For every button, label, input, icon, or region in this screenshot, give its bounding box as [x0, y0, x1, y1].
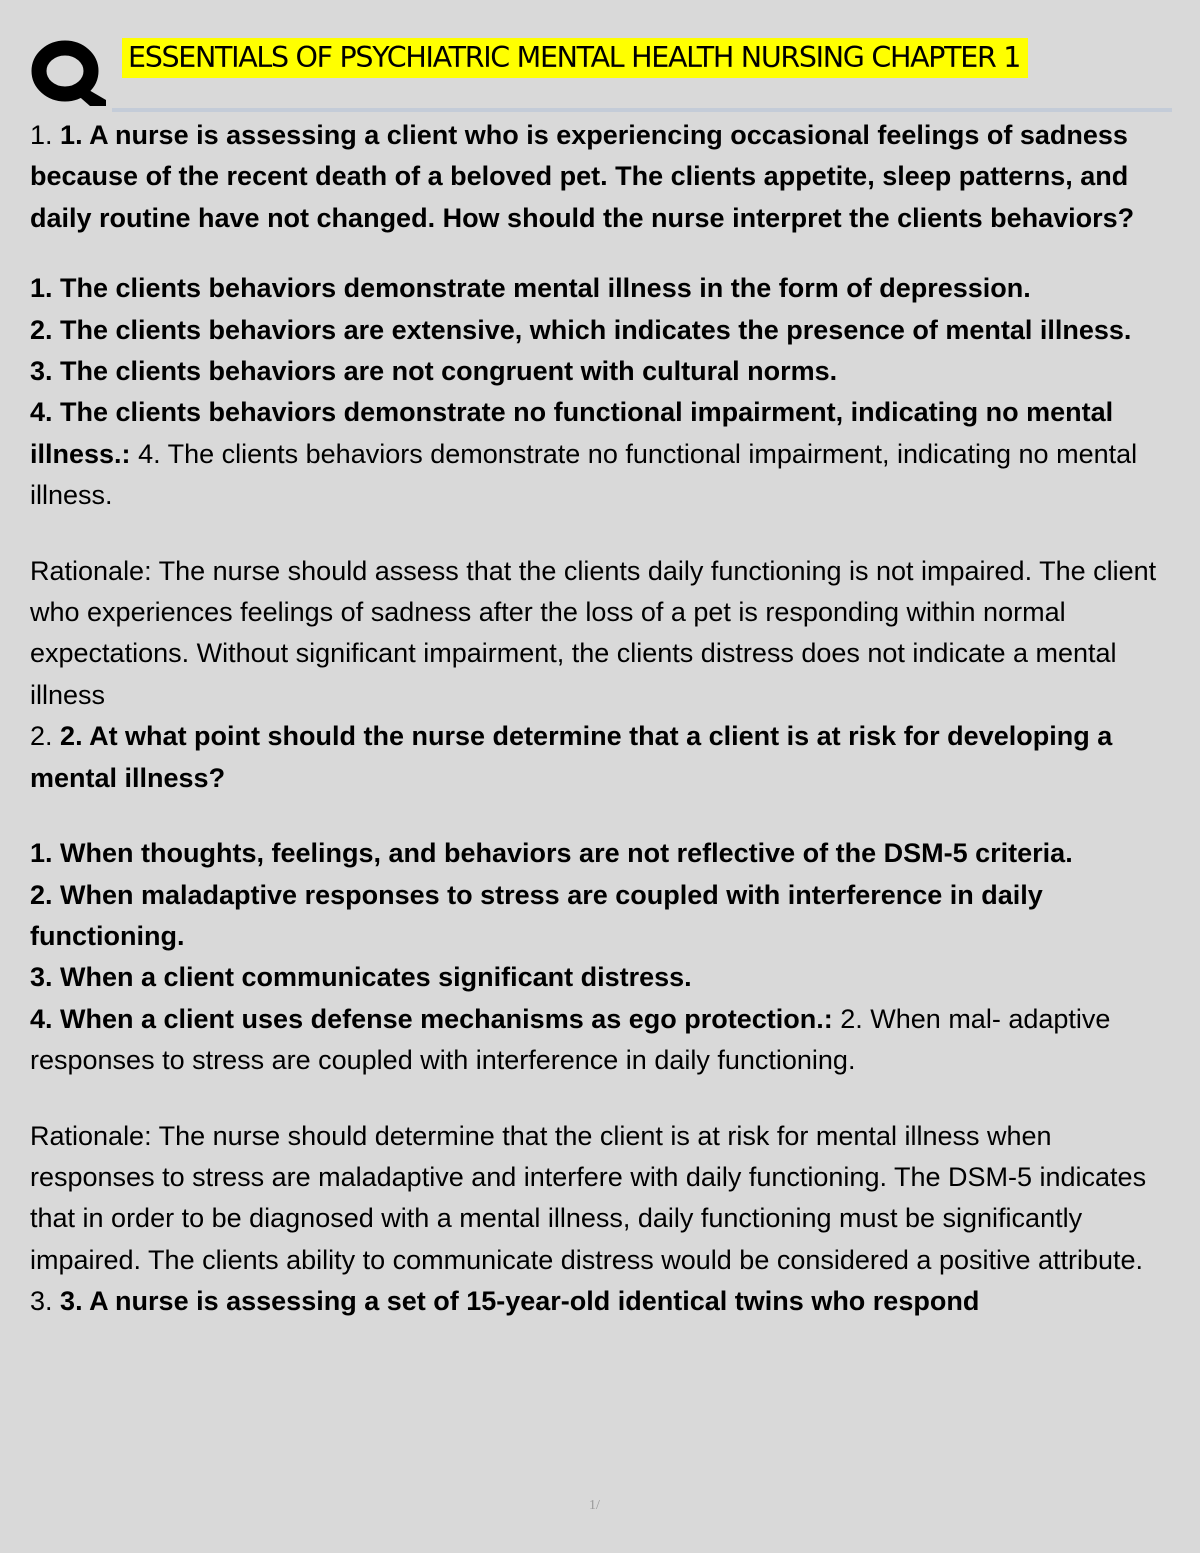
document-body	[30, 115, 1180, 1323]
answer-option: 2. The clients behaviors are extensive, which indicates the presence of mental illness.	[30, 314, 1132, 345]
answer-option: 3. The clients behaviors are not congruent with cultural norms.	[30, 356, 838, 387]
question-3	[30, 1281, 1180, 1322]
question-number: 2.	[30, 721, 53, 752]
page-number: 1/	[589, 1498, 600, 1513]
rationale: Rationale: The nurse should assess that the clients daily functioning is not impaired. The client who experiences feelings of sadness after the loss of a pet is responding within normal expectations. Without significant impairment, the clients distress does not indicate a mental illness	[30, 555, 1157, 710]
question-2	[30, 716, 1180, 799]
question-text: 1. A nurse is assessing a client who is experiencing occasional feelings of sadness because of the recent death of a beloved pet. The clients appetite, sleep patterns, and daily routine have not changed. How should the nurse interpret the clients behaviors?	[30, 120, 1135, 233]
answer-option: 4. When a client uses defense mechanisms as ego protection.: 2. When mal- adaptive responses to stress are coupled with interference in daily functioning.	[30, 1003, 1111, 1076]
answer-option: 2. When maladaptive responses to stress are coupled with interference in daily functioning.	[30, 879, 1043, 951]
header-divider	[112, 108, 1172, 112]
rationale: Rationale: The nurse should determine that the client is at risk for mental illness when responses to stress are maladaptive and interfere with daily functioning. The DSM-5 indicates that in order to be diagnosed with a mental illness, daily functioning must be significantly impaired. The clients ability to communicate distress would be considered a positive attribute.	[30, 1120, 1147, 1275]
document-title: ESSENTIALS OF PSYCHIATRIC MENTAL HEALTH NURSING CHAPTER 1	[122, 38, 1028, 78]
question-number: 3.	[30, 1286, 53, 1317]
q-logo-icon	[30, 36, 106, 106]
question-text: 2. At what point should the nurse determine that a client is at risk for developing a mental illness?	[30, 721, 1113, 793]
correct-answer: 2. When mal- adaptive responses to stress are coupled with interference in daily functioning.	[30, 1003, 1111, 1076]
question-1	[30, 115, 1180, 239]
question-number: 1.	[30, 120, 53, 150]
question-text: 3. A nurse is assessing a set of 15-year-old identical twins who respond	[60, 1286, 980, 1317]
answer-option: 3. When a client communicates significant distress.	[30, 962, 692, 993]
answer-option: 1. When thoughts, feelings, and behaviors are not reflective of the DSM-5 criteria.	[30, 838, 1073, 869]
answer-option: 4. The clients behaviors demonstrate no functional impairment, indicating no mental illness.: 4. The clients behaviors demonstrate no functional impairment, indicating no mental illness.	[30, 397, 1138, 511]
answer-option: 1. The clients behaviors demonstrate mental illness in the form of depression.	[30, 273, 1031, 304]
correct-answer: 4. The clients behaviors demonstrate no functional impairment, indicating no mental illness.	[30, 438, 1138, 511]
